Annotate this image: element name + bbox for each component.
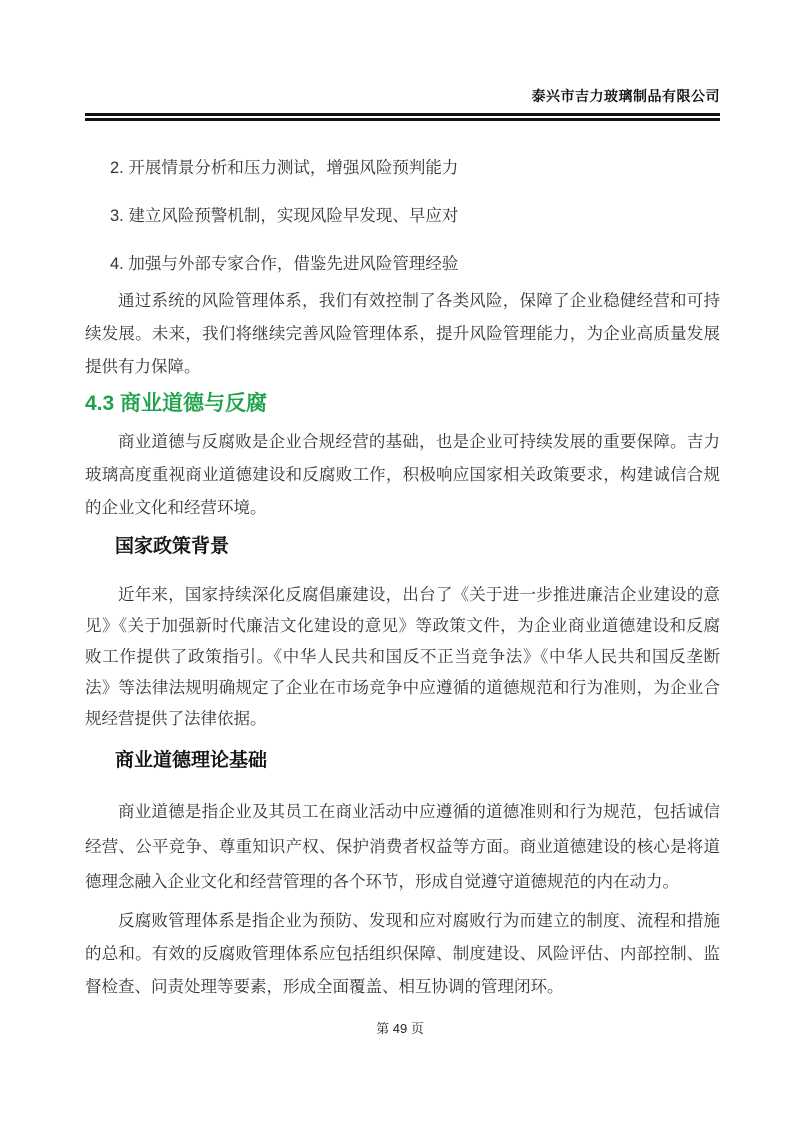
footer-page-number: 第 49 页 bbox=[376, 1021, 424, 1036]
subsection-heading-ethics-theory: 商业道德理论基础 bbox=[115, 750, 268, 771]
paragraph-national-policy: 近年来，国家持续深化反腐倡廉建设，出台了《关于进一步推进廉洁企业建设的意见》《关于加强新时代廉洁文化建设的意见》等政策文件，为企业商业道德建设和反腐败工作提供了政策指引。《中华人民共和国反不正当竞争法》《中华人民共和国反垄断法》等法律法规明确规定了企业在市场竞争中应遵循的道德规范和行为准则，为企业合规经营提供了法律依据。 bbox=[85, 586, 720, 728]
list-item-risk-warning: 3. 建立风险预警机制，实现风险早发现、早应对 bbox=[110, 207, 459, 225]
header-company-name: 泰兴市吉力玻璃制品有限公司 bbox=[531, 88, 720, 104]
section-heading-business-ethics: 4.3 商业道德与反腐 bbox=[85, 392, 268, 415]
paragraph-risk-summary: 通过系统的风险管理体系，我们有效控制了各类风险，保障了企业稳健经营和可持续发展。未来，我们将继续完善风险管理体系，提升风险管理能力，为企业高质量发展提供有力保障。 bbox=[85, 292, 720, 376]
list-item-scenario-analysis: 2. 开展情景分析和压力测试，增强风险预判能力 bbox=[110, 159, 459, 177]
paragraph-section-intro: 商业道德与反腐败是企业合规经营的基础，也是企业可持续发展的重要保障。吉力玻璃高度重视商业道德建设和反腐败工作，积极响应国家相关政策要求，构建诚信合规的企业文化和经营环境。 bbox=[85, 433, 720, 517]
paragraph-anticorruption-system: 反腐败管理体系是指企业为预防、发现和应对腐败行为而建立的制度、流程和措施的总和。有效的反腐败管理体系应包括组织保障、制度建设、风险评估、内部控制、监督检查、问责处理等要素，形成全面覆盖、相互协调的管理闭环。 bbox=[85, 912, 720, 996]
paragraph-ethics-theory: 商业道德是指企业及其员工在商业活动中应遵循的道德准则和行为规范，包括诚信经营、公平竞争、尊重知识产权、保护消费者权益等方面。商业道德建设的核心是将道德理念融入企业文化和经营管理的各个环节，形成自觉遵守道德规范的内在动力。 bbox=[85, 803, 720, 891]
subsection-heading-national-policy: 国家政策背景 bbox=[115, 536, 230, 557]
list-item-expert-cooperation: 4. 加强与外部专家合作，借鉴先进风险管理经验 bbox=[110, 255, 459, 273]
header-double-rule bbox=[85, 113, 720, 121]
